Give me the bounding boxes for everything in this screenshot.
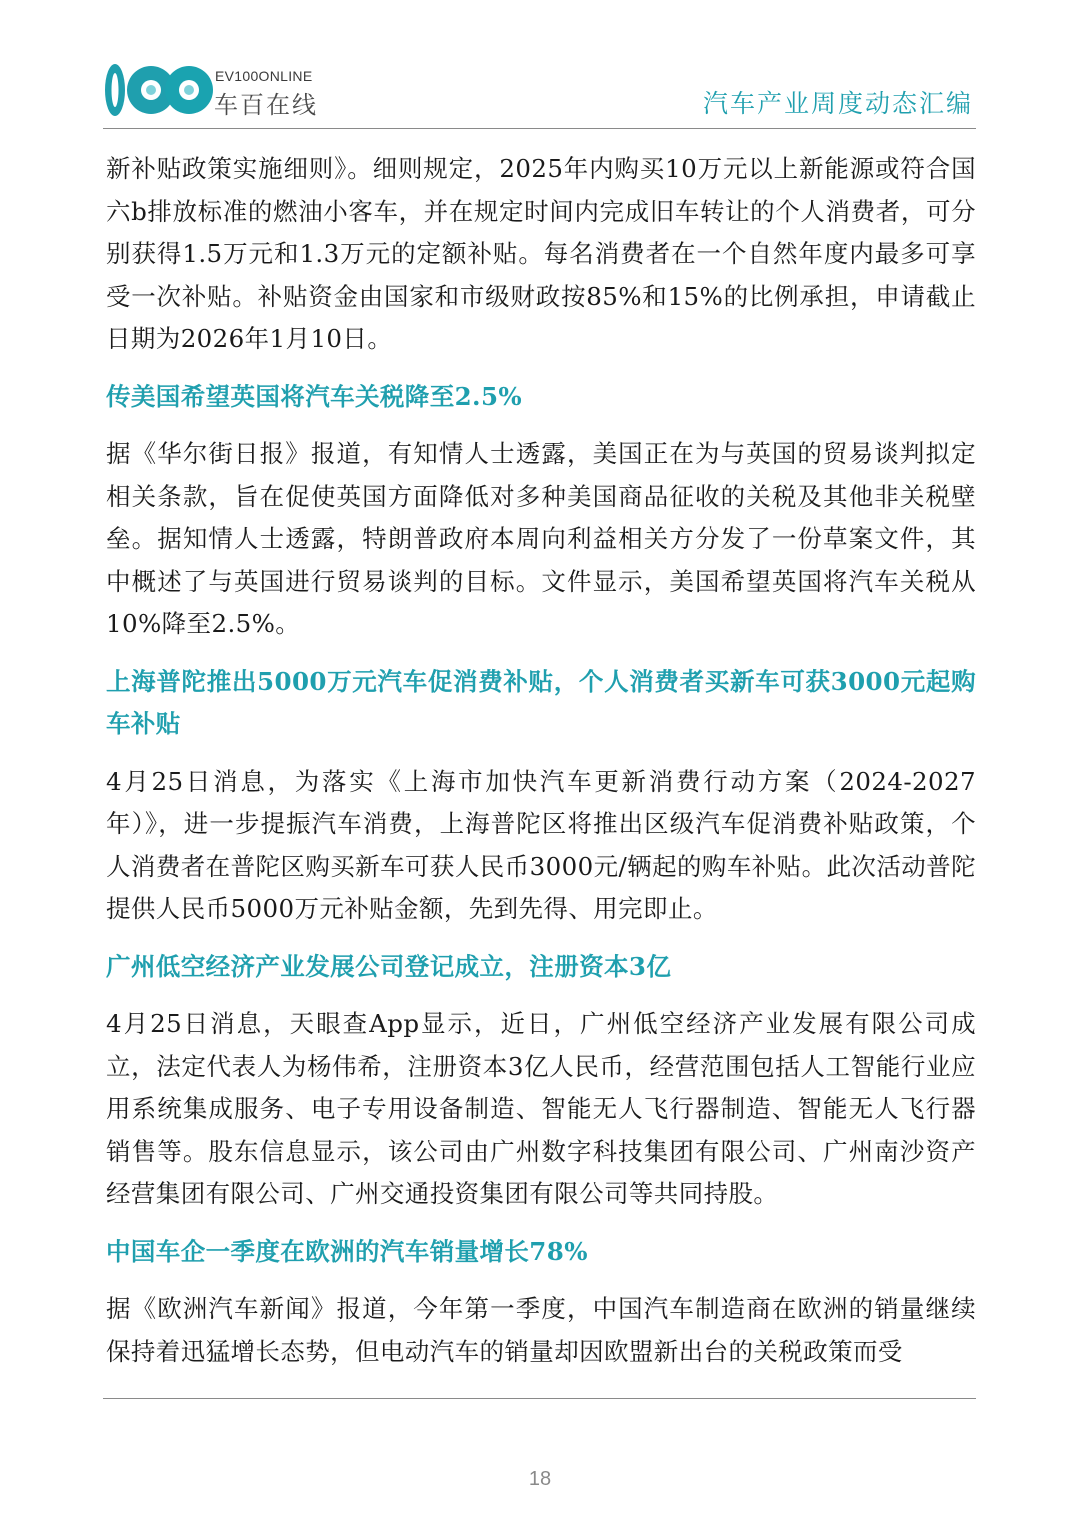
logo-text-cn: 车百在线: [214, 91, 318, 119]
article-body: 据《欧洲汽车新闻》报道，今年第一季度，中国汽车制造商在欧洲的销量继续保持着迅猛增长态势，但电动汽车的销量却因欧盟新出台的关税政策而受: [106, 1294, 976, 1366]
header-divider: [103, 128, 976, 129]
article-headline: 传美国希望英国将汽车关税降至2.5%: [106, 381, 523, 411]
ev100-logo-icon: [103, 60, 215, 120]
article-headline: 中国车企一季度在欧洲的汽车销量增长78%: [106, 1236, 588, 1266]
logo: [103, 58, 323, 120]
article-headline: 上海普陀推出5000万元汽车促消费补贴，个人消费者买新车可获3000元起购车补贴: [106, 666, 976, 738]
document-title: 汽车产业周度动态汇编: [702, 89, 973, 118]
article-body: 4月25日消息，天眼查App显示，近日，广州低空经济产业发展有限公司成立，法定代表人为杨伟希，注册资本3亿人民币，经营范围包括人工智能行业应用系统集成服务、电子专用设备制造、智能无人飞行器制造、智能无人飞行器销售等。股东信息显示，该公司由广州数字科技集团有限公司、广州南沙资产经营集团有限公司、广州交通投资集团有限公司等共同持股。: [106, 1009, 976, 1208]
article-body: 4月25日消息，为落实《上海市加快汽车更新消费行动方案（2024-2027年）》，进一步提振汽车消费，上海普陀区将推出区级汽车促消费补贴政策，个人消费者在普陀区购买新车可获人民币3000元/辆起的购车补贴。此次活动普陀提供人民币5000万元补贴金额，先到先得、用完即止。: [106, 766, 976, 923]
article-content: [106, 148, 976, 1388]
logo-text-en: EV100ONLINE: [215, 68, 313, 84]
page-header: [103, 58, 976, 130]
intro-paragraph: 新补贴政策实施细则》。细则规定，2025年内购买10万元以上新能源或符合国六b排放标准的燃油小客车，并在规定时间内完成旧车转让的个人消费者，可分别获得1.5万元和1.3万元的定额补贴。每名消费者在一个自然年度内最多可享受一次补贴。补贴资金由国家和市级财政按85%和15%的比例承担，申请截止日期为2026年1月10日。: [106, 154, 976, 353]
page-number: 18: [528, 1468, 552, 1490]
article-body: 据《华尔街日报》报道，有知情人士透露，美国正在为与英国的贸易谈判拟定相关条款，旨在促使英国方面降低对多种美国商品征收的关税及其他非关税壁垒。据知情人士透露，特朗普政府本周向利益相关方分发了一份草案文件，其中概述了与英国进行贸易谈判的目标。文件显示，美国希望英国将汽车关税从10%降至2.5%。: [106, 439, 976, 638]
article-headline: 广州低空经济产业发展公司登记成立，注册资本3亿: [106, 951, 672, 981]
footer-divider: [103, 1398, 976, 1399]
